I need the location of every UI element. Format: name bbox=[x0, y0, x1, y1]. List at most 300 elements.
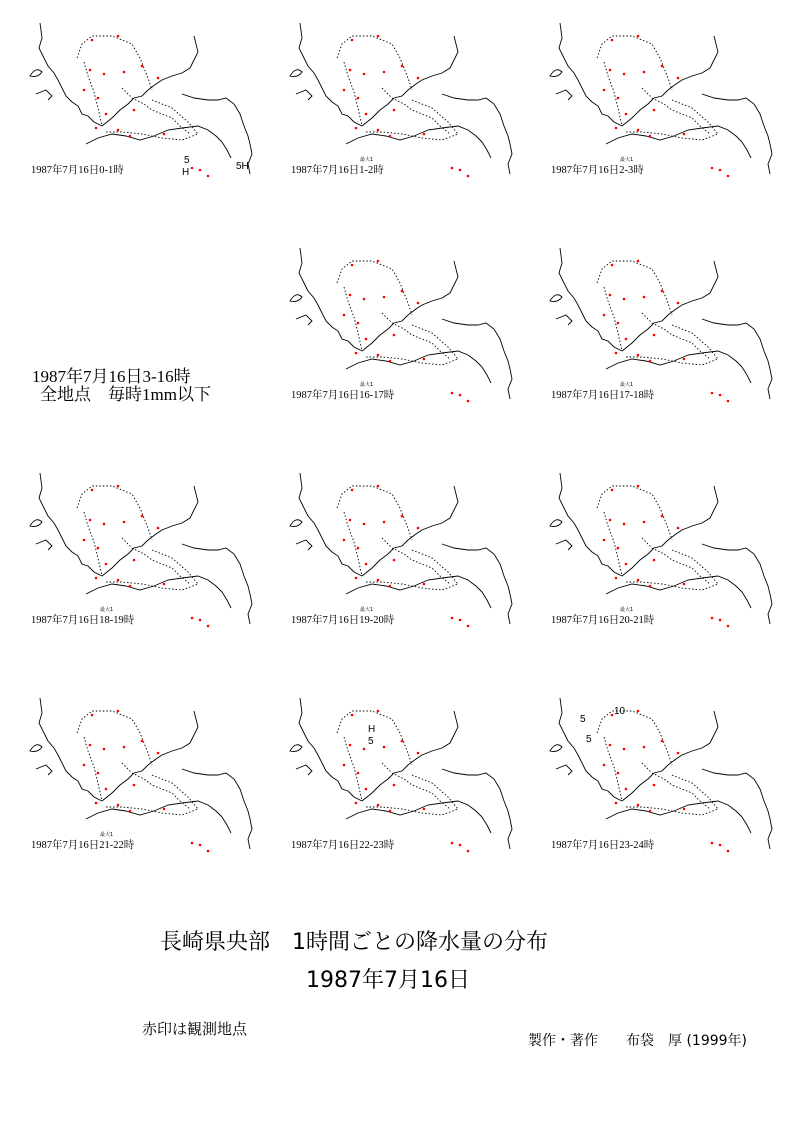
coastline bbox=[362, 540, 408, 576]
panel-time-label: 1987年7月16日21-22時 bbox=[31, 840, 135, 851]
station-marker bbox=[117, 579, 120, 582]
map-panel-2 bbox=[542, 18, 782, 193]
coastline bbox=[86, 576, 222, 594]
station-marker bbox=[653, 559, 656, 562]
region-boundary bbox=[604, 737, 622, 801]
coastline bbox=[299, 473, 362, 576]
station-marker bbox=[363, 73, 366, 76]
station-marker bbox=[377, 260, 380, 263]
station-marker bbox=[661, 740, 664, 743]
station-marker bbox=[727, 625, 730, 628]
station-marker bbox=[683, 133, 686, 136]
station-marker bbox=[423, 583, 426, 586]
station-marker bbox=[637, 804, 640, 807]
station-marker bbox=[89, 69, 92, 72]
station-marker bbox=[683, 358, 686, 361]
legend-text: 赤印は観測地点 bbox=[142, 1020, 248, 1038]
station-marker bbox=[401, 290, 404, 293]
station-marker bbox=[623, 523, 626, 526]
station-marker bbox=[129, 810, 132, 813]
station-marker bbox=[349, 294, 352, 297]
station-marker bbox=[653, 109, 656, 112]
station-marker bbox=[129, 585, 132, 588]
coastline bbox=[39, 23, 102, 126]
station-marker bbox=[95, 577, 98, 580]
station-marker bbox=[625, 338, 628, 341]
station-marker bbox=[677, 752, 680, 755]
coastline bbox=[296, 315, 312, 325]
coastline bbox=[346, 351, 482, 369]
station-marker bbox=[637, 35, 640, 38]
station-marker bbox=[719, 169, 722, 172]
station-marker bbox=[727, 400, 730, 403]
region-boundary bbox=[366, 550, 458, 590]
station-marker bbox=[163, 808, 166, 811]
coastline bbox=[408, 73, 442, 90]
station-marker bbox=[661, 515, 664, 518]
station-marker bbox=[393, 109, 396, 112]
coastline bbox=[559, 248, 622, 351]
coastline bbox=[668, 73, 702, 90]
station-marker bbox=[711, 617, 714, 620]
station-marker bbox=[451, 842, 454, 845]
rainfall-annotation: 5 bbox=[184, 155, 190, 166]
coastline bbox=[702, 711, 718, 748]
station-marker bbox=[105, 788, 108, 791]
coastline bbox=[182, 711, 198, 748]
station-marker bbox=[95, 127, 98, 130]
coastline bbox=[550, 745, 562, 752]
coastline bbox=[668, 523, 702, 540]
coastline bbox=[606, 126, 742, 144]
rainfall-annotation: 10 bbox=[614, 706, 626, 717]
station-marker bbox=[423, 133, 426, 136]
panel-time-label: 1987年7月16日23-24時 bbox=[551, 840, 655, 851]
rainfall-annotation: 5H bbox=[236, 161, 249, 172]
station-marker bbox=[417, 752, 420, 755]
region-boundary bbox=[382, 763, 450, 809]
region-boundary bbox=[344, 62, 362, 126]
coastline bbox=[102, 765, 148, 801]
station-marker bbox=[383, 521, 386, 524]
coastline bbox=[668, 298, 702, 315]
coastline bbox=[30, 70, 42, 77]
station-marker bbox=[615, 802, 618, 805]
station-marker bbox=[603, 539, 606, 542]
region-boundary bbox=[122, 538, 190, 584]
region-boundary bbox=[77, 486, 152, 540]
map-panel-1 bbox=[282, 18, 522, 193]
station-marker bbox=[727, 175, 730, 178]
station-marker bbox=[91, 39, 94, 42]
station-marker bbox=[609, 744, 612, 747]
station-marker bbox=[89, 519, 92, 522]
region-boundary bbox=[382, 538, 450, 584]
station-marker bbox=[451, 167, 454, 170]
station-marker bbox=[643, 296, 646, 299]
station-marker bbox=[459, 844, 462, 847]
coastline bbox=[482, 592, 491, 608]
station-marker bbox=[389, 585, 392, 588]
no-rain-note bbox=[32, 368, 211, 404]
region-boundary bbox=[77, 36, 152, 90]
region-boundary bbox=[642, 313, 710, 359]
coastline bbox=[248, 819, 252, 849]
station-marker bbox=[103, 748, 106, 751]
station-marker bbox=[357, 772, 360, 775]
panel-time-label: 1987年7月16日0-1時 bbox=[31, 165, 124, 176]
region-boundary bbox=[597, 261, 672, 315]
coastline bbox=[362, 90, 408, 126]
station-marker bbox=[95, 802, 98, 805]
coastline bbox=[702, 36, 718, 73]
coastline bbox=[668, 748, 702, 765]
rainfall-annotation: 5 bbox=[586, 734, 592, 745]
station-marker bbox=[163, 133, 166, 136]
station-marker bbox=[637, 485, 640, 488]
coastline bbox=[742, 142, 751, 158]
station-marker bbox=[157, 77, 160, 80]
coastline bbox=[556, 90, 572, 100]
map-panel-7 bbox=[542, 468, 782, 643]
region-boundary bbox=[604, 287, 622, 351]
coastline bbox=[346, 126, 482, 144]
station-marker bbox=[611, 714, 614, 717]
station-marker bbox=[623, 298, 626, 301]
station-marker bbox=[117, 35, 120, 38]
station-marker bbox=[349, 744, 352, 747]
coastline bbox=[362, 315, 408, 351]
region-boundary bbox=[344, 512, 362, 576]
station-marker bbox=[363, 523, 366, 526]
station-marker bbox=[617, 322, 620, 325]
station-marker bbox=[617, 97, 620, 100]
coastline bbox=[508, 369, 512, 399]
station-marker bbox=[133, 784, 136, 787]
coastline bbox=[30, 745, 42, 752]
coastline bbox=[702, 486, 718, 523]
station-marker bbox=[83, 764, 86, 767]
station-marker bbox=[467, 850, 470, 853]
station-marker bbox=[83, 539, 86, 542]
coastline bbox=[559, 23, 622, 126]
rainfall-annotation: 最大1 bbox=[360, 607, 374, 613]
station-marker bbox=[625, 563, 628, 566]
station-marker bbox=[653, 334, 656, 337]
station-marker bbox=[719, 619, 722, 622]
region-boundary bbox=[84, 737, 102, 801]
station-marker bbox=[393, 334, 396, 337]
station-marker bbox=[649, 135, 652, 138]
rainfall-annotation: 5 bbox=[580, 714, 586, 725]
coastline bbox=[86, 801, 222, 819]
station-marker bbox=[625, 788, 628, 791]
coastline bbox=[559, 698, 622, 801]
coastline bbox=[742, 367, 751, 383]
station-marker bbox=[357, 322, 360, 325]
coastline bbox=[408, 523, 442, 540]
coastline bbox=[442, 486, 458, 523]
station-marker bbox=[625, 113, 628, 116]
station-marker bbox=[649, 360, 652, 363]
coastline bbox=[290, 295, 302, 302]
region-boundary bbox=[366, 775, 458, 815]
coastline bbox=[606, 351, 742, 369]
station-marker bbox=[637, 710, 640, 713]
map-panel-3 bbox=[282, 243, 522, 418]
rainfall-annotation: H bbox=[368, 724, 376, 735]
region-boundary bbox=[337, 261, 412, 315]
station-marker bbox=[157, 752, 160, 755]
map-panel-8 bbox=[22, 693, 262, 868]
panel-time-label: 1987年7月16日22-23時 bbox=[291, 840, 395, 851]
rainfall-annotation: 最大1 bbox=[620, 382, 634, 388]
coastline bbox=[702, 261, 718, 298]
panel-time-label: 1987年7月16日19-20時 bbox=[291, 615, 395, 626]
station-marker bbox=[377, 485, 380, 488]
station-marker bbox=[653, 784, 656, 787]
map-panel-10 bbox=[542, 693, 782, 868]
coastline bbox=[222, 142, 231, 158]
coastline bbox=[622, 765, 668, 801]
station-marker bbox=[467, 175, 470, 178]
station-marker bbox=[677, 527, 680, 530]
region-boundary bbox=[122, 88, 190, 134]
station-marker bbox=[129, 135, 132, 138]
station-marker bbox=[383, 746, 386, 749]
page-title: 長崎県央部 1時間ごとの降水量の分布 bbox=[160, 930, 548, 955]
coastline bbox=[768, 819, 772, 849]
station-marker bbox=[351, 489, 354, 492]
coastline bbox=[556, 315, 572, 325]
station-marker bbox=[199, 844, 202, 847]
station-marker bbox=[683, 808, 686, 811]
region-boundary bbox=[626, 100, 718, 140]
station-marker bbox=[643, 746, 646, 749]
coastline bbox=[39, 473, 102, 576]
station-marker bbox=[97, 772, 100, 775]
station-marker bbox=[351, 714, 354, 717]
station-marker bbox=[649, 810, 652, 813]
coastline bbox=[508, 594, 512, 624]
region-boundary bbox=[604, 512, 622, 576]
station-marker bbox=[351, 39, 354, 42]
station-marker bbox=[389, 810, 392, 813]
station-marker bbox=[451, 617, 454, 620]
station-marker bbox=[451, 392, 454, 395]
station-marker bbox=[141, 65, 144, 68]
station-marker bbox=[603, 314, 606, 317]
station-marker bbox=[467, 400, 470, 403]
station-marker bbox=[157, 527, 160, 530]
region-boundary bbox=[626, 550, 718, 590]
coastline bbox=[622, 90, 668, 126]
rainfall-annotation: 最大1 bbox=[360, 157, 374, 163]
station-marker bbox=[393, 784, 396, 787]
station-marker bbox=[609, 294, 612, 297]
region-boundary bbox=[77, 711, 152, 765]
coastline bbox=[290, 745, 302, 752]
region-boundary bbox=[626, 325, 718, 365]
coastline bbox=[290, 520, 302, 527]
coastline bbox=[36, 765, 52, 775]
station-marker bbox=[103, 523, 106, 526]
station-marker bbox=[649, 585, 652, 588]
station-marker bbox=[163, 583, 166, 586]
station-marker bbox=[417, 302, 420, 305]
station-marker bbox=[423, 358, 426, 361]
station-marker bbox=[677, 302, 680, 305]
coastline bbox=[102, 540, 148, 576]
region-boundary bbox=[597, 486, 672, 540]
station-marker bbox=[207, 175, 210, 178]
rainfall-annotation: 最大1 bbox=[100, 607, 114, 613]
credit-text: 製作・著作 布袋 厚 (1999年) bbox=[528, 1033, 748, 1049]
coastline bbox=[290, 70, 302, 77]
station-marker bbox=[417, 77, 420, 80]
coastline bbox=[222, 592, 231, 608]
coastline bbox=[482, 367, 491, 383]
station-marker bbox=[141, 740, 144, 743]
station-marker bbox=[467, 625, 470, 628]
station-marker bbox=[105, 563, 108, 566]
station-marker bbox=[343, 314, 346, 317]
coastline bbox=[508, 819, 512, 849]
station-marker bbox=[349, 69, 352, 72]
station-marker bbox=[357, 97, 360, 100]
region-boundary bbox=[642, 763, 710, 809]
station-marker bbox=[459, 619, 462, 622]
station-marker bbox=[377, 129, 380, 132]
station-marker bbox=[459, 169, 462, 172]
coastline bbox=[550, 70, 562, 77]
coastline bbox=[556, 765, 572, 775]
region-boundary bbox=[106, 550, 198, 590]
station-marker bbox=[377, 354, 380, 357]
station-marker bbox=[199, 169, 202, 172]
coastline bbox=[556, 540, 572, 550]
region-boundary bbox=[597, 711, 672, 765]
coastline bbox=[299, 23, 362, 126]
no-rain-note-period: 1987年7月16日3-16時 bbox=[32, 367, 191, 386]
station-marker bbox=[643, 71, 646, 74]
panel-time-label: 1987年7月16日2-3時 bbox=[551, 165, 644, 176]
station-marker bbox=[711, 167, 714, 170]
station-marker bbox=[609, 69, 612, 72]
station-marker bbox=[661, 290, 664, 293]
station-marker bbox=[423, 808, 426, 811]
region-boundary bbox=[382, 88, 450, 134]
coastline bbox=[482, 817, 491, 833]
coastline bbox=[606, 576, 742, 594]
region-boundary bbox=[337, 36, 412, 90]
station-marker bbox=[393, 559, 396, 562]
station-marker bbox=[83, 89, 86, 92]
station-marker bbox=[103, 73, 106, 76]
station-marker bbox=[343, 539, 346, 542]
station-marker bbox=[191, 842, 194, 845]
station-marker bbox=[603, 89, 606, 92]
coastline bbox=[550, 520, 562, 527]
station-marker bbox=[719, 394, 722, 397]
region-boundary bbox=[597, 36, 672, 90]
station-marker bbox=[123, 71, 126, 74]
coastline bbox=[742, 817, 751, 833]
coastline bbox=[299, 248, 362, 351]
coastline bbox=[299, 698, 362, 801]
station-marker bbox=[383, 296, 386, 299]
coastline bbox=[296, 540, 312, 550]
coastline bbox=[248, 594, 252, 624]
station-marker bbox=[637, 579, 640, 582]
station-marker bbox=[91, 489, 94, 492]
station-marker bbox=[377, 804, 380, 807]
station-marker bbox=[611, 489, 614, 492]
coastline bbox=[39, 698, 102, 801]
station-marker bbox=[611, 264, 614, 267]
station-marker bbox=[363, 748, 366, 751]
station-marker bbox=[117, 129, 120, 132]
station-marker bbox=[191, 617, 194, 620]
coastline bbox=[442, 261, 458, 298]
station-marker bbox=[133, 559, 136, 562]
station-marker bbox=[677, 77, 680, 80]
station-marker bbox=[617, 547, 620, 550]
coastline bbox=[296, 90, 312, 100]
station-marker bbox=[207, 625, 210, 628]
station-marker bbox=[401, 65, 404, 68]
coastline bbox=[508, 144, 512, 174]
region-boundary bbox=[642, 538, 710, 584]
station-marker bbox=[365, 113, 368, 116]
region-boundary bbox=[84, 62, 102, 126]
station-marker bbox=[365, 563, 368, 566]
station-marker bbox=[623, 73, 626, 76]
map-panel-4 bbox=[542, 243, 782, 418]
station-marker bbox=[355, 127, 358, 130]
region-boundary bbox=[337, 711, 412, 765]
station-marker bbox=[683, 583, 686, 586]
station-marker bbox=[711, 842, 714, 845]
station-marker bbox=[719, 844, 722, 847]
station-marker bbox=[617, 772, 620, 775]
station-marker bbox=[89, 744, 92, 747]
rainfall-annotation: 最大1 bbox=[360, 382, 374, 388]
station-marker bbox=[97, 547, 100, 550]
map-panel-9 bbox=[282, 693, 522, 868]
station-marker bbox=[603, 764, 606, 767]
coastline bbox=[30, 520, 42, 527]
station-marker bbox=[349, 519, 352, 522]
coastline bbox=[148, 73, 182, 90]
coastline bbox=[622, 315, 668, 351]
region-boundary bbox=[366, 325, 458, 365]
region-boundary bbox=[382, 313, 450, 359]
coastline bbox=[148, 523, 182, 540]
coastline bbox=[550, 295, 562, 302]
station-marker bbox=[377, 710, 380, 713]
panel-time-label: 1987年7月16日18-19時 bbox=[31, 615, 135, 626]
coastline bbox=[606, 801, 742, 819]
station-marker bbox=[117, 710, 120, 713]
coastline bbox=[86, 126, 222, 144]
region-boundary bbox=[642, 88, 710, 134]
station-marker bbox=[357, 547, 360, 550]
station-marker bbox=[615, 577, 618, 580]
coastline bbox=[102, 90, 148, 126]
coastline bbox=[182, 36, 198, 73]
station-marker bbox=[637, 129, 640, 132]
